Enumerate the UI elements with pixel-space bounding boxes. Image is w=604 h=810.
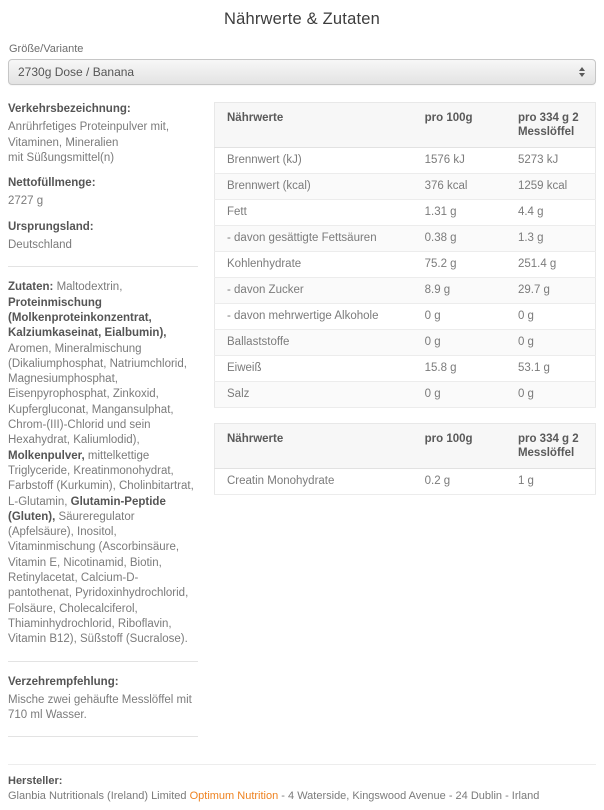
nutrient-name: - davon Zucker <box>215 278 413 304</box>
ingredient-text: Säureregulator (Apfelsäure), Inositol, Vitaminmischung (Ascorbinsäure, Vitamin E, Nicotinamid, Biotin, Retinylacetat, Calcium-D-pantothenat, Pyridoxinhydrochlorid, Folsäure, Cholecalciferol, Thiaminhydrochlorid, Riboflavin, Vitamin B12), Süßstoff (Sucralose). <box>8 510 189 646</box>
table-header-row <box>215 103 596 148</box>
ingredient-text: Maltodextrin, <box>56 281 123 294</box>
column-header: pro 334 g 2 Messlöffel <box>506 424 596 469</box>
product-info-column <box>8 102 198 750</box>
nutrient-value: 1 g <box>506 469 596 495</box>
verkehrsbezeichnung-line2: mit Süßungsmittel(n) <box>8 151 115 164</box>
ingredient-text: Aromen, Mineralmischung (Dikaliumphosphat, Natriumchlorid, Magnesiumphosphat, Eisenpyrophosphat, Zinkoxid, Kupfergluconat, Mangansulphat, Chrom-(III)-Chlorid und sein Hexahydrat, Kaliumlodid), <box>8 342 187 447</box>
verzehrempfehlung-text: Mische zwei gehäufte Messlöffel mit 710 ml Wasser. <box>8 693 192 722</box>
ingredient-bold-text: Zutaten: <box>8 281 57 294</box>
column-header: Nährwerte <box>215 424 413 469</box>
ingredient-bold-text: Glutamin-Peptide (Gluten), <box>8 495 166 523</box>
nutrient-value: 75.2 g <box>413 252 506 278</box>
table-row <box>215 174 596 200</box>
page-title: Nährwerte & Zutaten <box>223 10 381 28</box>
manufacturer-label: Hersteller: <box>8 775 63 788</box>
column-header: pro 100g <box>413 424 506 469</box>
nutrient-value: 8.9 g <box>413 278 506 304</box>
ingredient-bold-text: Molkenpulver, <box>8 449 88 462</box>
nutrient-value: 1.31 g <box>413 200 506 226</box>
table-row <box>215 330 596 356</box>
nutrient-name: - davon mehrwertige Alkohole <box>215 304 413 330</box>
nutrient-value: 4.4 g <box>506 200 596 226</box>
table-row <box>215 356 596 382</box>
divider <box>8 266 198 267</box>
nutrient-value: 0 g <box>506 330 596 356</box>
nutrient-value: 53.1 g <box>506 356 596 382</box>
manufacturer-section <box>8 764 596 804</box>
column-header: Nährwerte <box>215 103 413 148</box>
column-header: pro 100g <box>413 103 506 148</box>
variant-select[interactable] <box>8 59 596 85</box>
manufacturer-line <box>8 789 596 804</box>
nutrient-value: 15.8 g <box>413 356 506 382</box>
nutrient-name: Creatin Monohydrate <box>215 469 413 495</box>
brand-link[interactable]: Optimum Nutrition <box>189 790 279 803</box>
nutrient-name: Brennwert (kJ) <box>215 148 413 174</box>
ingredients-text <box>8 280 198 647</box>
nutrient-name: Kohlenhydrate <box>215 252 413 278</box>
table-row <box>215 278 596 304</box>
table-row <box>215 304 596 330</box>
nutrition-table-main <box>214 102 596 408</box>
nettofuellmenge-heading: Nettofüllmenge: <box>8 177 96 190</box>
nettofuellmenge-value: 2727 g <box>8 195 44 208</box>
nutrient-value: 1259 kcal <box>506 174 596 200</box>
nutrition-tables-column <box>198 102 596 750</box>
variant-selected-value: 2730g Dose / Banana <box>18 65 135 79</box>
nutrient-value: 1576 kJ <box>413 148 506 174</box>
nutrient-name: Brennwert (kcal) <box>215 174 413 200</box>
variant-selector-block <box>8 43 596 85</box>
nutrient-value: 0 g <box>506 382 596 408</box>
nutrient-value: 0.38 g <box>413 226 506 252</box>
ingredient-text: mittelkettige Triglyceride, Kreatinmonohydrat, Farbstoff (Kurkumin), Cholinbitartrat, L-Glutamin, <box>8 449 194 508</box>
table-row <box>215 226 596 252</box>
nutrient-name: Ballaststoffe <box>215 330 413 356</box>
table-row <box>215 148 596 174</box>
ursprungsland-value: Deutschland <box>8 239 72 252</box>
table-row <box>215 252 596 278</box>
nutrition-table-creatine <box>214 423 596 495</box>
nutrient-name: Salz <box>215 382 413 408</box>
main-content <box>8 102 596 750</box>
nutrient-value: 5273 kJ <box>506 148 596 174</box>
table-row <box>215 382 596 408</box>
column-header: pro 334 g 2 Messlöffel <box>506 103 596 148</box>
manufacturer-address: - 4 Waterside, Kingswood Avenue - 24 Dublin - Irland <box>281 790 540 803</box>
table-row <box>215 200 596 226</box>
nutrient-value: 0 g <box>413 304 506 330</box>
nutrient-value: 29.7 g <box>506 278 596 304</box>
nutrient-value: 0 g <box>506 304 596 330</box>
ingredient-bold-text: Proteinmischung (Molkenproteinkonzentrat, Kalziumkaseinat, Eialbumin), <box>8 296 167 340</box>
nutrient-name: Eiweiß <box>215 356 413 382</box>
table-header-row <box>215 424 596 469</box>
nutrient-name: Fett <box>215 200 413 226</box>
nutrient-value: 1.3 g <box>506 226 596 252</box>
nutrient-value: 0 g <box>413 330 506 356</box>
variant-label: Größe/Variante <box>9 43 84 55</box>
nutrient-name: - davon gesättigte Fettsäuren <box>215 226 413 252</box>
verzehrempfehlung-heading: Verzehrempfehlung: <box>8 675 119 688</box>
nutrient-value: 0 g <box>413 382 506 408</box>
select-arrows-icon <box>579 67 585 77</box>
nutrient-value: 0.2 g <box>413 469 506 495</box>
divider <box>8 736 198 737</box>
nutrient-value: 251.4 g <box>506 252 596 278</box>
nutrient-value: 376 kcal <box>413 174 506 200</box>
divider <box>8 661 198 662</box>
ursprungsland-heading: Ursprungsland: <box>8 220 94 233</box>
verkehrsbezeichnung-line1: Anrührfetiges Proteinpulver mit, Vitaminen, Mineralien <box>8 121 170 149</box>
manufacturer-company: Glanbia Nutritionals (Ireland) Limited <box>8 790 187 803</box>
verkehrsbezeichnung-text <box>8 120 198 166</box>
table-row <box>215 469 596 495</box>
verkehrsbezeichnung-heading: Verkehrsbezeichnung: <box>8 103 131 115</box>
